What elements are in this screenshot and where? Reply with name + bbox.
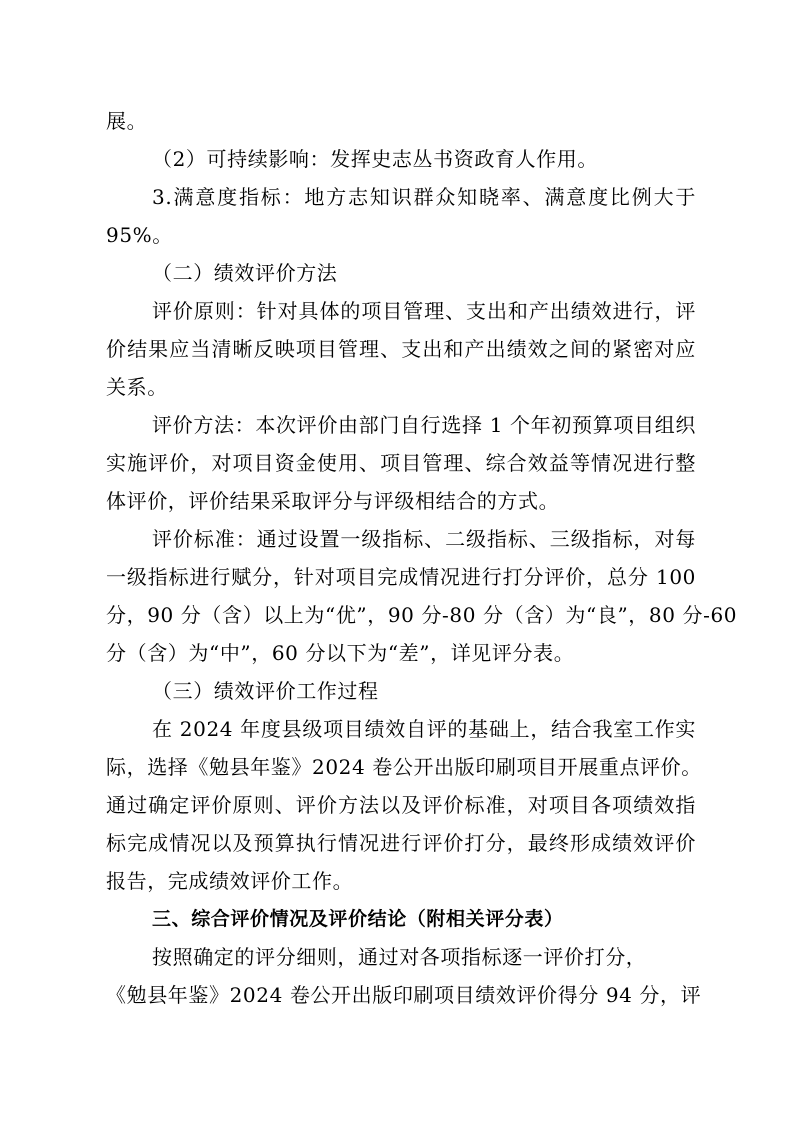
text-line: 分（含）为“中”，60 分以下为“差”，详见评分表。: [106, 641, 575, 665]
text-line: 评价方法：本次评价由部门自行选择 1 个年初预算项目组织: [152, 413, 696, 437]
text-line: 展。: [106, 109, 148, 133]
text-line: 在 2024 年度县级项目绩效自评的基础上，结合我室工作实: [152, 717, 696, 741]
section-heading-bold: 三、综合评价情况及评价结论（附相关评分表）: [152, 908, 564, 930]
text-line: 通过确定评价原则、评价方法以及评价标准，对项目各项绩效指: [106, 793, 696, 817]
text-line: 体评价，评价结果采取评分与评级相结合的方式。: [106, 489, 560, 513]
text-line: 95%。: [106, 223, 173, 247]
text-line: 际，选择《勉县年鉴》2024 卷公开出版印刷项目开展重点评价。: [106, 755, 702, 779]
text-line: 报告，完成绩效评价工作。: [106, 869, 354, 893]
text-line: 《勉县年鉴》2024 卷公开出版印刷项目绩效评价得分 94 分，评: [106, 983, 702, 1007]
text-line: （2）可持续影响：发挥史志丛书资政育人作用。: [152, 147, 598, 171]
text-line: 评价原则：针对具体的项目管理、支出和产出绩效进行，评: [152, 299, 696, 323]
text-line: 分，90 分（含）以上为“优”，90 分-80 分（含）为“良”，80 分-60: [106, 603, 738, 627]
text-line: 标完成情况以及预算执行情况进行评价打分，最终形成绩效评价: [106, 831, 696, 855]
text-line: 关系。: [106, 375, 168, 399]
section-heading: （三）绩效评价工作过程: [152, 679, 379, 703]
text-line: 实施评价，对项目资金使用、项目管理、综合效益等情况进行整: [106, 451, 696, 475]
text-line: 按照确定的评分细则，通过对各项指标逐一评价打分，: [152, 945, 647, 969]
text-line: 评价标准：通过设置一级指标、二级指标、三级指标，对每: [152, 527, 696, 551]
text-line: 3.满意度指标：地方志知识群众知晓率、满意度比例大于: [152, 185, 696, 209]
text-line: 价结果应当清晰反映项目管理、支出和产出绩效之间的紧密对应: [106, 337, 696, 361]
section-heading: （二）绩效评价方法: [152, 261, 338, 285]
text-line: 一级指标进行赋分，针对项目完成情况进行打分评价，总分 100: [106, 565, 696, 589]
